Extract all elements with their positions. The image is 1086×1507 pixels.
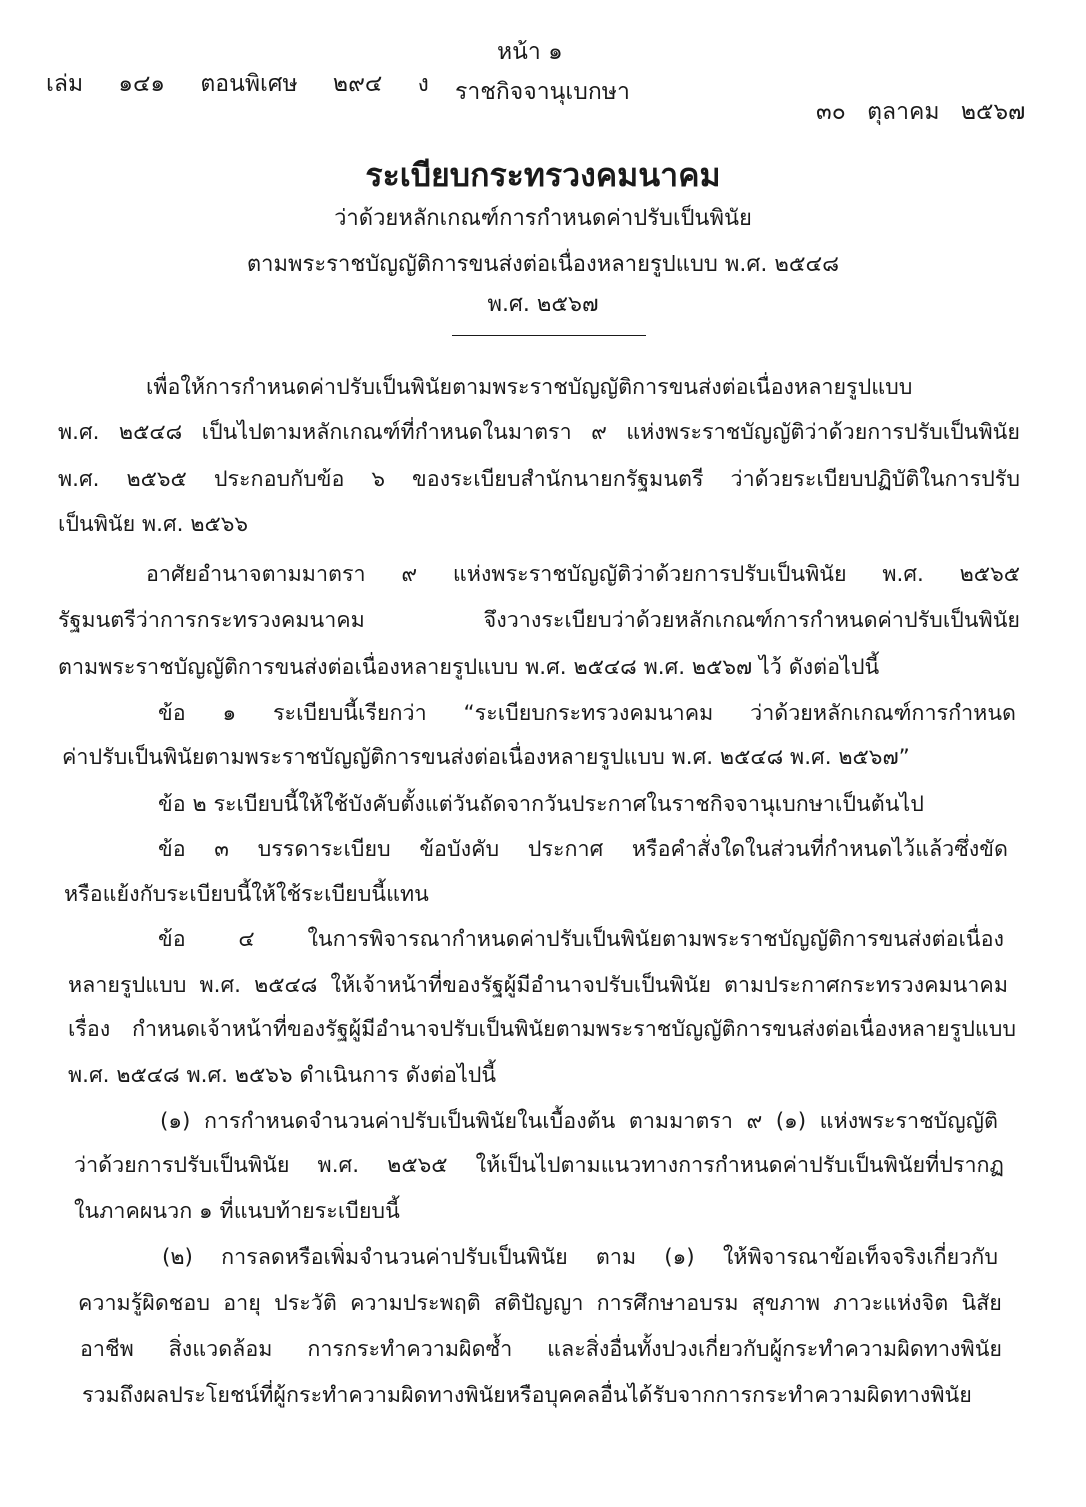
clause-4-line-4: พ.ศ. ๒๕๔๘ พ.ศ. ๒๕๖๖ ดำเนินการ ดังต่อไปนี้ (68, 1063, 497, 1088)
item-1-line-1: (๑) การกำหนดจำนวนค่าปรับเป็นพินัยในเบื้องต้น ตามมาตรา ๙ (๑) แห่งพระราชบัญญัติ (160, 1109, 998, 1134)
item-2-line-2: ความรู้ผิดชอบ อายุ ประวัติ ความประพฤติ สติปัญญา การศึกษาอบรม สุขภาพ ภาวะแห่งจิต นิสัย (78, 1291, 1002, 1316)
body-line-6: รัฐมนตรีว่าการกระทรวงคมนาคม จึงวางระเบียบว่าด้วยหลักเกณฑ์การกำหนดค่าปรับเป็นพินัย (58, 608, 1020, 633)
clause-4-line-1: ข้อ ๔ ในการพิจารณากำหนดค่าปรับเป็นพินัยตามพระราชบัญญัติการขนส่งต่อเนื่อง (158, 927, 1004, 952)
item-2-line-4: รวมถึงผลประโยชน์ที่ผู้กระทำความผิดทางพินัยหรือบุคคลอื่นได้รับจากการกระทำความผิดทางพินัย (82, 1383, 972, 1408)
clause-1-line-2: ค่าปรับเป็นพินัยตามพระราชบัญญัติการขนส่งต่อเนื่องหลายรูปแบบ พ.ศ. ๒๕๔๘ พ.ศ. ๒๕๖๗” (62, 745, 910, 770)
volume-info: เล่ม ๑๔๑ ตอนพิเศษ ๒๙๔ ง (46, 71, 429, 97)
body-line-4: เป็นพินัย พ.ศ. ๒๕๖๖ (58, 512, 249, 537)
publication-date: ๓๐ ตุลาคม ๒๕๖๗ (816, 99, 1026, 125)
body-line-2: พ.ศ. ๒๕๔๘ เป็นไปตามหลักเกณฑ์ที่กำหนดในมาตรา ๙ แห่งพระราชบัญญัติว่าด้วยการปรับเป็นพินัย (58, 420, 1020, 445)
item-1-line-2: ว่าด้วยการปรับเป็นพินัย พ.ศ. ๒๕๖๕ ให้เป็นไปตามแนวทางการกำหนดค่าปรับเป็นพินัยที่ปรากฏ (74, 1153, 1004, 1178)
body-line-7: ตามพระราชบัญญัติการขนส่งต่อเนื่องหลายรูปแบบ พ.ศ. ๒๕๔๘ พ.ศ. ๒๕๖๗ ไว้ ดังต่อไปนี้ (58, 655, 880, 680)
clause-4-line-2: หลายรูปแบบ พ.ศ. ๒๕๔๘ ให้เจ้าหน้าที่ของรัฐผู้มีอำนาจปรับเป็นพินัย ตามประกาศกระทรวงคมนาคม (68, 973, 1008, 998)
document-subtitle-2: ตามพระราชบัญญัติการขนส่งต่อเนื่องหลายรูปแบบ พ.ศ. ๒๕๔๘ (246, 252, 840, 277)
body-line-3: พ.ศ. ๒๕๖๕ ประกอบกับข้อ ๖ ของระเบียบสำนักนายกรัฐมนตรี ว่าด้วยระเบียบปฏิบัติในการปรับ (58, 467, 1020, 492)
page-number: หน้า ๑ (497, 39, 563, 65)
clause-1-line-1: ข้อ ๑ ระเบียบนี้เรียกว่า “ระเบียบกระทรวงคมนาคม ว่าด้วยหลักเกณฑ์การกำหนด (158, 701, 1016, 726)
title-divider (452, 335, 646, 336)
clause-3-line-2: หรือแย้งกับระเบียบนี้ให้ใช้ระเบียบนี้แทน (64, 882, 429, 907)
body-line-5: อาศัยอำนาจตามมาตรา ๙ แห่งพระราชบัญญัติว่าด้วยการปรับเป็นพินัย พ.ศ. ๒๕๖๕ (146, 562, 1020, 587)
item-1-line-3: ในภาคผนวก ๑ ที่แนบท้ายระเบียบนี้ (74, 1199, 400, 1224)
clause-2-line-1: ข้อ ๒ ระเบียบนี้ให้ใช้บังคับตั้งแต่วันถัดจากวันประกาศในราชกิจจานุเบกษาเป็นต้นไป (158, 792, 924, 817)
item-2-line-1: (๒) การลดหรือเพิ่มจำนวนค่าปรับเป็นพินัย ตาม (๑) ให้พิจารณาข้อเท็จจริงเกี่ยวกับ (162, 1245, 998, 1270)
gazette-name: ราชกิจจานุเบกษา (455, 79, 630, 105)
document-subtitle-1: ว่าด้วยหลักเกณฑ์การกำหนดค่าปรับเป็นพินัย (334, 206, 752, 231)
document-year: พ.ศ. ๒๕๖๗ (487, 292, 599, 317)
item-2-line-3: อาชีพ สิ่งแวดล้อม การกระทำความผิดซ้ำ และสิ่งอื่นทั้งปวงเกี่ยวกับผู้กระทำความผิดทางพินัย (80, 1337, 1002, 1362)
body-line-1: เพื่อให้การกำหนดค่าปรับเป็นพินัยตามพระราชบัญญัติการขนส่งต่อเนื่องหลายรูปแบบ (146, 375, 913, 400)
clause-4-line-3: เรื่อง กำหนดเจ้าหน้าที่ของรัฐผู้มีอำนาจปรับเป็นพินัยตามพระราชบัญญัติการขนส่งต่อเนื่องหลายรูปแบบ (68, 1017, 1016, 1042)
clause-3-line-1: ข้อ ๓ บรรดาระเบียบ ข้อบังคับ ประกาศ หรือคำสั่งใดในส่วนที่กำหนดไว้แล้วซึ่งขัด (158, 837, 1008, 862)
document-title: ระเบียบกระทรวงคมนาคม (365, 156, 721, 194)
